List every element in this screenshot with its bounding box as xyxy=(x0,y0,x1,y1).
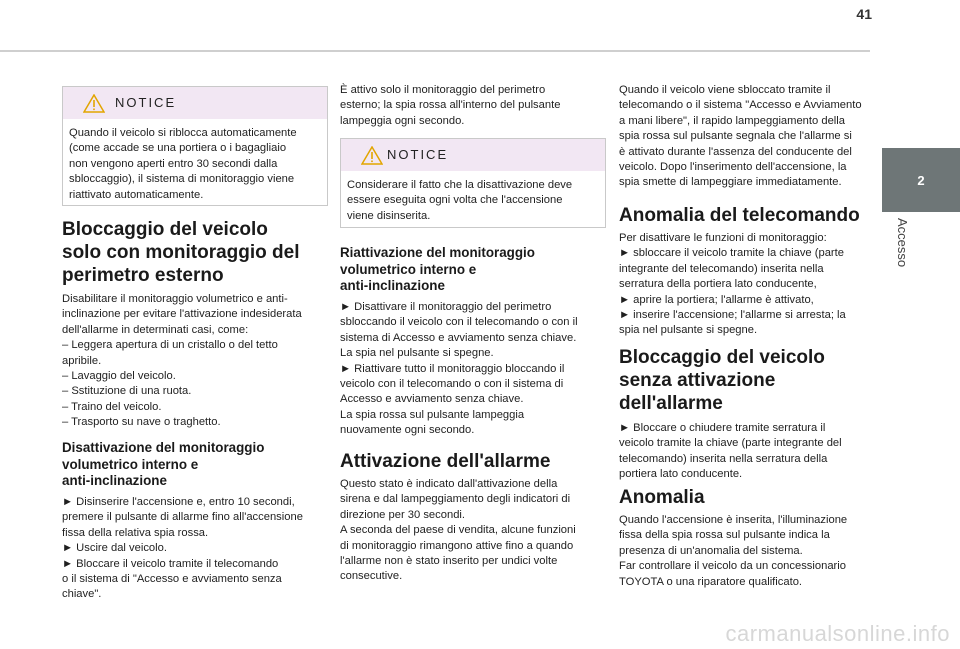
watermark-text: carmanualsonline.info xyxy=(725,621,950,646)
page-number: 41 xyxy=(856,6,872,22)
body-paragraph: Quando il veicolo viene sbloccato tramite il telecomando o il sistema "Accesso e Avviamento a mani libere", il rapido lampeggiamento della spia rossa sul pulsante segnala che l'allarme si è attivato durante l'assenza del conducente del veicolo. Dopo l'inserimento dell'accensione, la spia smette di lampeggiare immediatamente. xyxy=(619,84,862,189)
section-heading: Bloccaggio del veicolo solo con monitoraggio del perimetro esterno xyxy=(62,219,300,286)
notice-box xyxy=(62,86,328,206)
body-paragraph: Disabilitare il monitoraggio volumetrico e anti- inclinazione per evitare l'attivazione indesiderata dell'allarme in determinati casi, come: – Leggera apertura di un cristallo o del tetto apribile. – Lavaggio del veicolo. – Sstituzione di una ruota. – Traino del veicolo. – Trasporto su nave o traghetto. xyxy=(62,293,302,429)
subsection-heading: Disattivazione del monitoraggio volumetrico interno e anti-inclinazione xyxy=(62,440,265,488)
warning-icon xyxy=(361,146,383,165)
notice-header xyxy=(341,139,605,171)
instruction-list: ► Bloccare o chiudere tramite serratura il veicolo tramite la chiave (parte integrante del telecomando) inserita nella serratura della portiera lato conducente. xyxy=(619,422,842,481)
section-heading: Bloccaggio del veicolo senza attivazione dell'allarme xyxy=(619,347,825,414)
body-paragraph: Questo stato è indicato dall'attivazione della sirena e dal lampeggiamento degli indicatori di direzione per 30 secondi. A seconda del paese di vendita, alcune funzioni di monitoraggio rimangono attive fino a quando l'allarme non è stato inserito per undici volte consecutive. xyxy=(340,478,576,583)
header-rule xyxy=(0,50,870,52)
section-heading: Attivazione dell'allarme xyxy=(340,451,551,472)
instruction-list: Per disattivare le funzioni di monitoraggio: ► sbloccare il veicolo tramite la chiave (parte integrante del telecomando) inserita nella serratura della portiera lato conducente, ► aprire la portiera; l'allarme è attivato, ► inserire l'accensione; l'allarme si arresta; la spia nel pulsante si spegne. xyxy=(619,232,846,337)
notice-line: Quando il veicolo si riblocca automaticamente xyxy=(69,127,297,139)
notice-text xyxy=(63,119,327,209)
notice-line: riattivato automaticamente. xyxy=(69,188,204,201)
instruction-list: ► Disattivare il monitoraggio del perimetro sbloccando il veicolo con il telecomando o con il sistema di Accesso e avviamento senza chiave. La spia nel pulsante si spegne. ► Riattivare tutto il monitoraggio bloccando il veicolo con il telecomando o con il sistema di Accesso e avviamento senza chiave. La spia rossa sul pulsante lampeggia nuovamente ogni secondo. xyxy=(340,301,578,437)
notice-title: NOTICE xyxy=(115,95,177,110)
notice-line: (come accade se una portiera o i bagagliaio xyxy=(69,142,287,155)
section-heading: Anomalia xyxy=(619,487,705,508)
notice-header xyxy=(63,87,327,119)
notice-line: essere eseguita ogni volta che l'accensione xyxy=(347,194,563,207)
body-paragraph: È attivo solo il monitoraggio del perimetro esterno; la spia rossa all'interno del pulsante lampeggia ogni secondo. xyxy=(340,84,561,127)
chapter-number: 2 xyxy=(917,172,925,188)
instruction-list: ► Disinserire l'accensione e, entro 10 secondi, premere il pulsante di allarme fino all'accensione fissa della relativa spia rossa. ► Uscire dal veicolo. ► Bloccare il veicolo tramite il telecomando o il sistema di "Accesso e avviamento senza chiave". xyxy=(62,496,303,601)
body-paragraph: Quando l'accensione è inserita, l'illuminazione fissa della spia rossa sul pulsante indica la presenza di un'anomalia del sistema. Far controllare il veicolo da un concessionario TOYOTA o una riparatore qualificato. xyxy=(619,514,848,588)
section-heading: Anomalia del telecomando xyxy=(619,205,860,226)
warning-icon xyxy=(83,94,105,113)
notice-box xyxy=(340,138,606,228)
chapter-tab[interactable] xyxy=(882,148,960,212)
notice-line: viene disinserita. xyxy=(347,209,431,222)
notice-line: Considerare il fatto che la disattivazione deve xyxy=(347,179,573,191)
subsection-heading: Riattivazione del monitoraggio volumetrico interno e anti-inclinazione xyxy=(340,245,535,293)
chapter-side-label xyxy=(890,218,914,298)
notice-text xyxy=(341,171,605,230)
chapter-label-text: Accesso xyxy=(895,218,910,268)
notice-line: non vengono aperti entro 30 secondi dalla xyxy=(69,157,278,170)
notice-title: NOTICE xyxy=(387,147,449,162)
notice-line: sbloccaggio), il sistema di monitoraggio viene xyxy=(69,173,295,186)
